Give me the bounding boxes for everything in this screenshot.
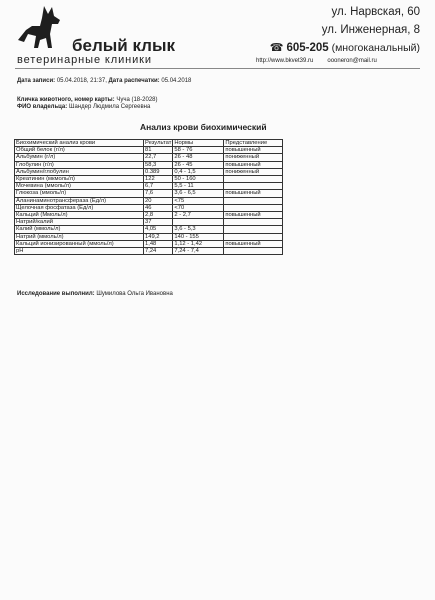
test-norm: 26 - 45 [173, 161, 224, 168]
test-assessment [224, 226, 283, 233]
results-table [14, 139, 283, 255]
contact-row [256, 58, 377, 64]
test-name: Натрий/калий [15, 219, 144, 226]
performed-by-label: Исследование выполнил: [17, 291, 95, 297]
test-norm: 50 - 160 [173, 176, 224, 183]
table-row [15, 240, 283, 247]
telephone-icon: ☎ [269, 42, 284, 54]
phone-number: 605-205 [286, 42, 329, 54]
website-link[interactable]: http://www.bkvet39.ru [256, 58, 314, 64]
test-name: Альбумин (г/л) [15, 154, 144, 161]
table-row [15, 197, 283, 204]
test-result: 81 [144, 147, 173, 154]
table-row [15, 212, 283, 219]
test-assessment: повышенный [224, 190, 283, 197]
test-name: Кальций (Ммоль/л) [15, 212, 144, 219]
test-name: Кальций ионизированный (ммоль/л) [15, 240, 144, 247]
table-row [15, 204, 283, 211]
table-row [15, 147, 283, 154]
test-norm: 7,24 - 7,4 [173, 248, 224, 255]
test-norm: 140 - 155 [173, 233, 224, 240]
test-assessment: повышенный [224, 161, 283, 168]
test-result: 0.389 [144, 168, 173, 175]
test-norm: 3,6 - 5,3 [173, 226, 224, 233]
test-norm: 2 - 2,7 [173, 212, 224, 219]
email-link[interactable]: oooneron@mail.ru [327, 58, 377, 64]
report-title: Анализ крови биохимический [140, 122, 267, 132]
test-result: 58,3 [144, 161, 173, 168]
test-norm: 5,5 - 11 [173, 183, 224, 190]
print-date-label: Дата распечатки: [108, 78, 160, 84]
test-assessment: повышенный [224, 240, 283, 247]
test-result: 149,2 [144, 233, 173, 240]
column-header: Нормы [173, 140, 224, 147]
table-row [15, 190, 283, 197]
test-norm: 0,4 - 1,5 [173, 168, 224, 175]
test-assessment [224, 176, 283, 183]
record-date: 05.04.2018, 21:37, [56, 78, 107, 84]
test-norm: 3,6 - 6,5 [173, 190, 224, 197]
test-assessment: повышенный [224, 212, 283, 219]
test-result: 6,7 [144, 183, 173, 190]
test-norm: 26 - 48 [173, 154, 224, 161]
brand-name: белый клык [72, 36, 175, 55]
test-assessment [224, 233, 283, 240]
owner-label: ФИО владельца: [17, 104, 68, 110]
table-row [15, 176, 283, 183]
owner-value: Шандер Людмила Сергеевна [68, 104, 151, 110]
test-name: Мочевина (ммоль/л) [15, 183, 144, 190]
owner-line [17, 104, 150, 110]
test-name: pH [15, 248, 144, 255]
test-result: 37 [144, 219, 173, 226]
table-row [15, 154, 283, 161]
test-norm: <75 [173, 197, 224, 204]
test-assessment: пониженный [224, 154, 283, 161]
test-result: 20 [144, 197, 173, 204]
address-line-1: ул. Нарвская, 60 [331, 6, 420, 18]
test-name: Общий белок (г/л) [15, 147, 144, 154]
header-divider [15, 68, 420, 69]
table-row [15, 219, 283, 226]
test-name: Натрий (ммоль/л) [15, 233, 144, 240]
brand-subtitle: ветеринарные клиники [17, 54, 152, 66]
performed-by-value: Шумилова Ольга Ивановна [96, 291, 173, 297]
test-norm: 58 - 76 [173, 147, 224, 154]
test-result: 2,8 [144, 212, 173, 219]
test-name: Глюкоза (ммоль/л) [15, 190, 144, 197]
test-assessment [224, 248, 283, 255]
test-result: 1,48 [144, 240, 173, 247]
test-result: 4,05 [144, 226, 173, 233]
test-name: Аланинаминотрансфераза (Ед/л) [15, 197, 144, 204]
test-result: 22,7 [144, 154, 173, 161]
test-result: 7,6 [144, 190, 173, 197]
animal-value: Чуча (18-2028) [116, 97, 158, 103]
phone-row [270, 41, 420, 54]
table-row [15, 168, 283, 175]
test-assessment [224, 197, 283, 204]
record-date-label: Дата записи: [17, 78, 56, 84]
test-name: Глобулин (г/л) [15, 161, 144, 168]
test-assessment [224, 204, 283, 211]
table-row [15, 183, 283, 190]
table-header-row [15, 140, 283, 147]
column-header: Результат [145, 140, 172, 146]
test-assessment [224, 219, 283, 226]
phone-note: (многоканальный) [331, 42, 420, 54]
test-norm: 1,12 - 1,42 [173, 240, 224, 247]
address-line-2: ул. Инженерная, 8 [321, 24, 420, 36]
test-result: 122 [144, 176, 173, 183]
test-name: Щелочная фосфатаза (Ед/л) [15, 204, 144, 211]
test-assessment [224, 183, 283, 190]
test-norm [173, 219, 224, 226]
table-row [15, 233, 283, 240]
table-row [15, 226, 283, 233]
test-name: Альбумин/глобулин [15, 168, 144, 175]
column-header: Представление [224, 140, 283, 147]
test-result: 7,24 [144, 248, 173, 255]
dates-line [17, 78, 191, 84]
test-name: Креатинин (мкмоль/л) [15, 176, 144, 183]
test-norm: <70 [173, 204, 224, 211]
performed-by-line [17, 291, 173, 297]
table-row [15, 161, 283, 168]
test-assessment: пониженный [224, 168, 283, 175]
animal-label: Кличка животного, номер карты: [17, 97, 115, 103]
animal-line [17, 97, 158, 103]
test-assessment: повышенный [224, 147, 283, 154]
table-row [15, 248, 283, 255]
column-header: Биохимический анализ крови [15, 140, 144, 147]
test-result: 46 [144, 204, 173, 211]
test-name: Калий (ммоль/л) [15, 226, 144, 233]
dog-icon [14, 4, 66, 54]
print-date: 05.04.2018 [161, 78, 192, 84]
